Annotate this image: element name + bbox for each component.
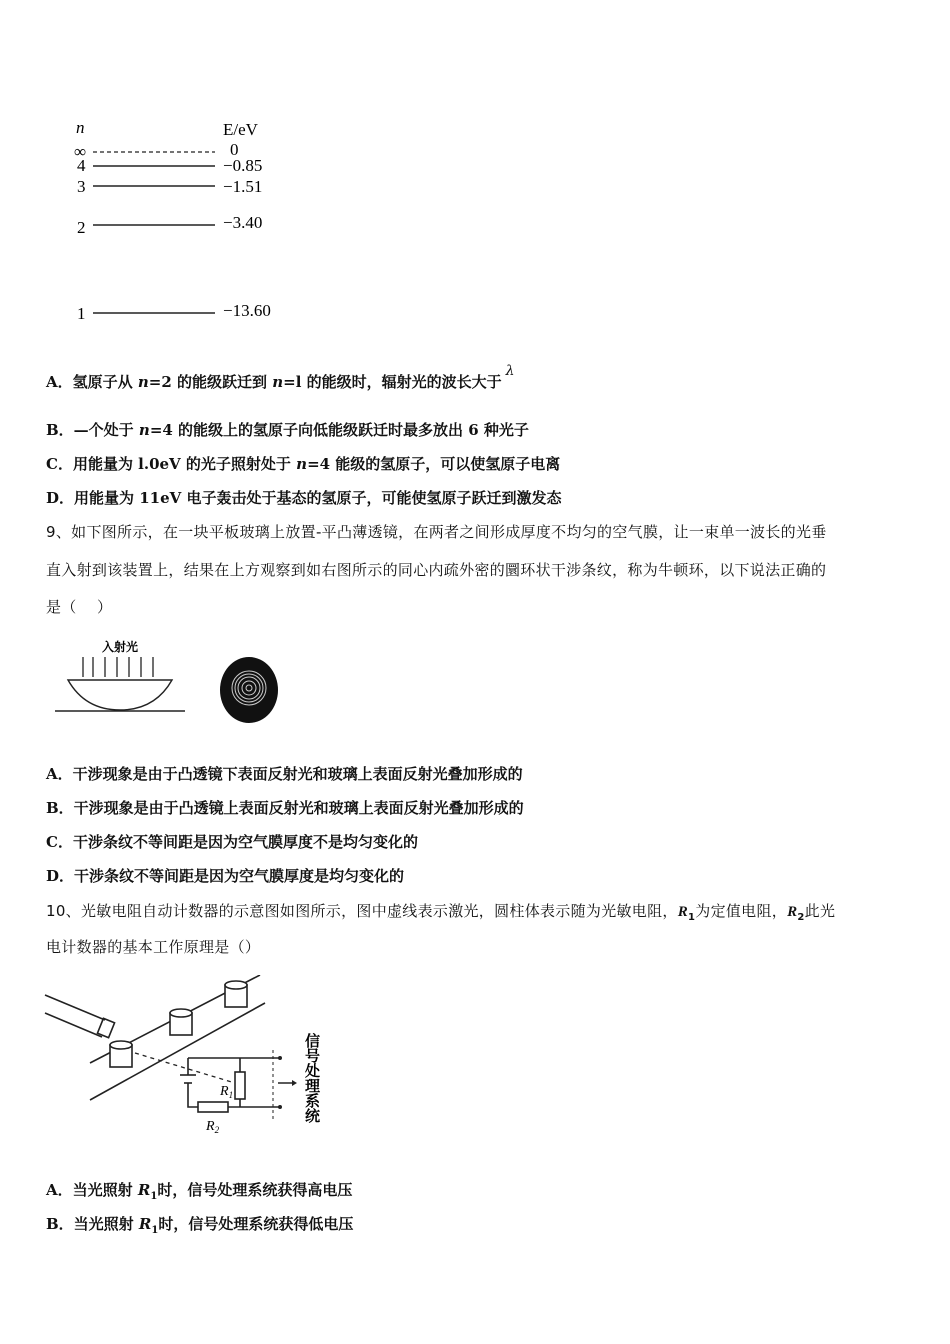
text: 时，信号处理系统获得高电压 (157, 1181, 353, 1199)
r1-label: $R_1$ (220, 1084, 234, 1100)
q10-option-a (46, 1180, 352, 1207)
q8-option-d: D．用能量为 11eV 电子轰击处于基态的氢原子，可能使氢原子跃迁到激发态 (46, 489, 562, 507)
signal-system-label: 信号处理系统 (303, 1033, 321, 1123)
var-r: R (137, 1181, 151, 1199)
q9-text-line2: 直入射到该装置上，结果在上方观察到如右图所示的同心内疏外密的圜环状干涉条纹，称为牛顿环，以下说法正确的 (46, 561, 827, 579)
newton-rings (220, 657, 278, 723)
photo-counter-figure (40, 975, 340, 1145)
text: 10、光敏电阻自动计数器的示意图如图所示，图中虚线表示激光，圆柱体表示随为光敏电阻， (46, 902, 678, 920)
q9-option-b: B．干涉现象是由于凸透镜上表面反射光和玻璃上表面反射光叠加形成的 (46, 799, 524, 817)
svg-text:−0.85: −0.85 (223, 156, 263, 175)
convex-lens (68, 680, 172, 710)
text: 此光 (804, 902, 836, 920)
var-n: n (137, 373, 149, 391)
subscript: 1 (150, 1191, 158, 1202)
level-1 (77, 301, 271, 323)
svg-text:0: 0 (230, 140, 239, 159)
level-infinity (74, 140, 239, 161)
svg-text:∞: ∞ (74, 142, 87, 161)
r2-label: $R_2$ (206, 1119, 220, 1135)
level-2 (77, 213, 262, 237)
svg-text:−3.40: −3.40 (223, 213, 263, 232)
var-n: n (296, 455, 308, 473)
q8-option-a (46, 363, 515, 393)
incident-arrows (83, 657, 153, 677)
text: 时，信号处理系统获得低电压 (158, 1215, 354, 1233)
q10-option-b (46, 1214, 353, 1241)
text: C．用能量为 l.0eV 的光子照射处于 (46, 455, 297, 473)
subscript: 2 (797, 912, 805, 923)
svg-text:4: 4 (77, 156, 86, 175)
text: =l 的能级时，辐射光的波长大于 (283, 373, 502, 391)
text: 为定值电阻， (695, 902, 788, 920)
var-n: n (272, 373, 284, 391)
var-r: R (787, 904, 798, 920)
energy-axis-label: E/eV (223, 120, 258, 139)
level-3 (77, 177, 262, 196)
svg-text:1: 1 (77, 304, 86, 323)
svg-text:3: 3 (77, 177, 86, 196)
svg-text:−1.51: −1.51 (223, 177, 263, 196)
var-r: R (138, 1215, 152, 1233)
subscript: 1 (151, 1225, 159, 1236)
lambda-symbol: λ (505, 363, 515, 379)
text: =2 的能级跃迁到 (148, 373, 273, 391)
q10-text-line2: 电计数器的基本工作原理是（） (46, 938, 261, 956)
svg-text:−13.60: −13.60 (223, 301, 271, 320)
q9-option-c: C．干涉条纹不等间距是因为空气膜厚度不是均匀变化的 (46, 833, 418, 851)
q9-option-a: A．干涉现象是由于凸透镜下表面反射光和玻璃上表面反射光叠加形成的 (46, 765, 523, 783)
text: A．当光照射 (46, 1181, 138, 1199)
incident-light-label: 入射光 (102, 640, 139, 654)
energy-level-diagram (60, 115, 320, 330)
var-r: R (677, 904, 689, 920)
text: B．—个处于 (46, 421, 139, 439)
svg-text:2: 2 (77, 218, 86, 237)
text: B．当光照射 (46, 1215, 139, 1233)
q8-option-b (46, 420, 529, 440)
text: =4 能级的氢原子，可以使氢原子电离 (307, 455, 561, 473)
q9-text-line1: 9、如下图所示，在一块平板玻璃上放置-平凸薄透镜，在两者之间形成厚度不均匀的空气膜，让一束单一波长的光垂 (46, 523, 827, 541)
text: =4 的能级上的氢原子向低能级跃迁时最多放出 6 种光子 (149, 421, 529, 439)
q10-text-line1 (46, 901, 835, 928)
q9-text-line3: 是（ ） (46, 598, 113, 616)
var-n: n (138, 421, 150, 439)
text: A．氢原子从 (46, 373, 138, 391)
q9-option-d: D．干涉条纹不等间距是因为空气膜厚度是均匀变化的 (46, 867, 405, 885)
n-axis-label: n (76, 118, 85, 137)
subscript: 1 (688, 912, 696, 923)
newton-ring-setup-figure (50, 635, 290, 730)
q8-option-c (46, 454, 560, 474)
level-4 (77, 156, 262, 175)
